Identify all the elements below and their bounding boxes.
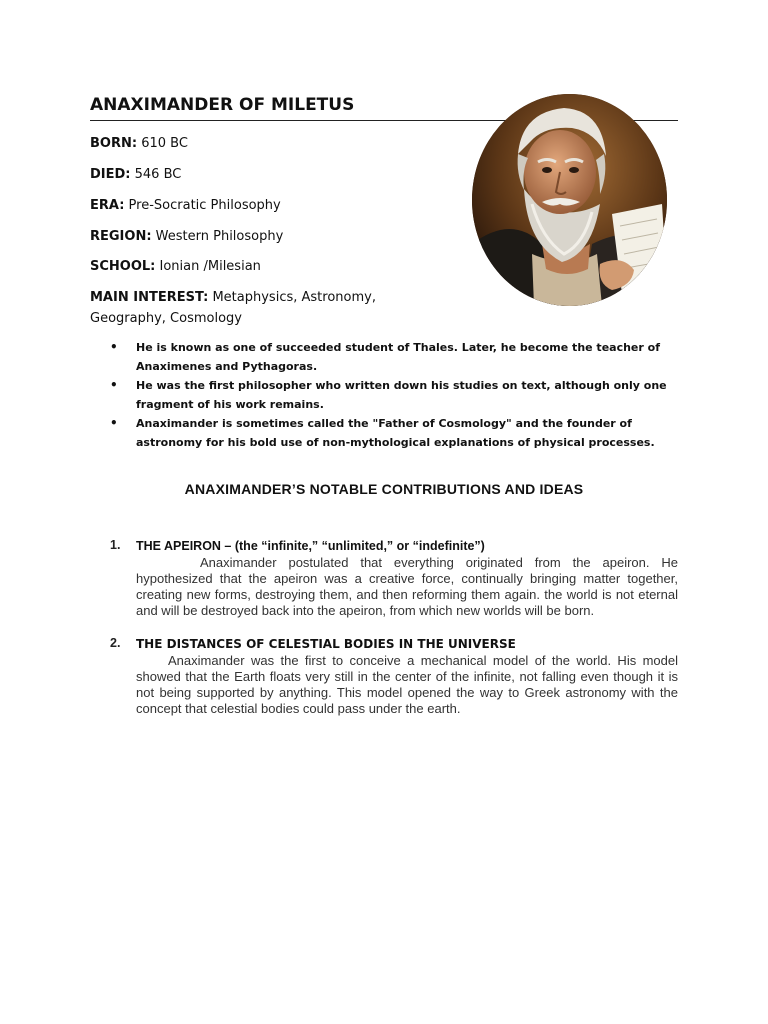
died-label: DIED: — [90, 167, 131, 182]
bullet-text: He was the first philosopher who written down his studies on text, although only one fragment of his work remains. — [136, 379, 667, 411]
region-field — [90, 226, 283, 247]
contribution-heading: THE DISTANCES OF CELESTIAL BODIES IN THE UNIVERSE — [136, 637, 516, 651]
main-interest-field — [90, 287, 450, 329]
list-item — [110, 414, 670, 452]
bullet-text: Anaximander is sometimes called the "Father of Cosmology" and the founder of astronomy for his bold use of non-mythological explanations of physical processes. — [136, 417, 655, 449]
bio-bullet-list — [110, 338, 670, 452]
school-field — [90, 256, 261, 277]
died-field — [90, 164, 181, 185]
era-label: ERA: — [90, 198, 125, 213]
main-interest-value: Metaphysics, Astronomy, Geography, Cosmology — [90, 290, 376, 326]
contribution-body: Anaximander was the first to conceive a mechanical model of the world. His model showed that the Earth floats very still in the center of the infinite, not falling even though it is not being supported by anything. This model opened the way to Greek astronomy with the concept that celestial bodies could pass under the earth. — [136, 653, 678, 716]
item-number: 2. — [110, 636, 121, 650]
bullet-text: He is known as one of succeeded student of Thales. Later, he become the teacher of Anaximenes and Pythagoras. — [136, 341, 660, 373]
contribution-body: Anaximander postulated that everything originated from the apeiron. He hypothesized that the apeiron was a creative force, continually bringing matter together, creating new forms, destroying them, and then reforming them again. the world is not eternal and will be destroyed back into the apeiron, from which new worlds will be born. — [136, 555, 678, 618]
contribution-heading: THE APEIRON – (the “infinite,” “unlimited,” or “indefinite”) — [136, 539, 485, 553]
bullet-icon: • — [110, 416, 118, 430]
born-label: BORN: — [90, 136, 138, 151]
school-value: Ionian /Milesian — [159, 259, 261, 274]
page-title: ANAXIMANDER OF MILETUS — [90, 95, 355, 115]
born-value: 610 BC — [141, 136, 188, 151]
era-value: Pre-Socratic Philosophy — [128, 198, 281, 213]
section-heading: ANAXIMANDER’S NOTABLE CONTRIBUTIONS AND IDEAS — [184, 481, 584, 497]
list-item — [110, 338, 670, 376]
born-field — [90, 133, 188, 154]
bullet-icon: • — [110, 378, 118, 392]
school-label: SCHOOL: — [90, 259, 156, 274]
region-label: REGION: — [90, 229, 152, 244]
contribution-item — [110, 538, 678, 619]
died-value: 546 BC — [134, 167, 182, 182]
main-interest-label: MAIN INTEREST: — [90, 290, 209, 305]
list-item — [110, 376, 670, 414]
portrait-image — [472, 94, 667, 306]
region-value: Western Philosophy — [155, 229, 284, 244]
bullet-icon: • — [110, 340, 118, 354]
contribution-item — [110, 636, 678, 717]
era-field — [90, 195, 281, 216]
item-number: 1. — [110, 538, 121, 552]
